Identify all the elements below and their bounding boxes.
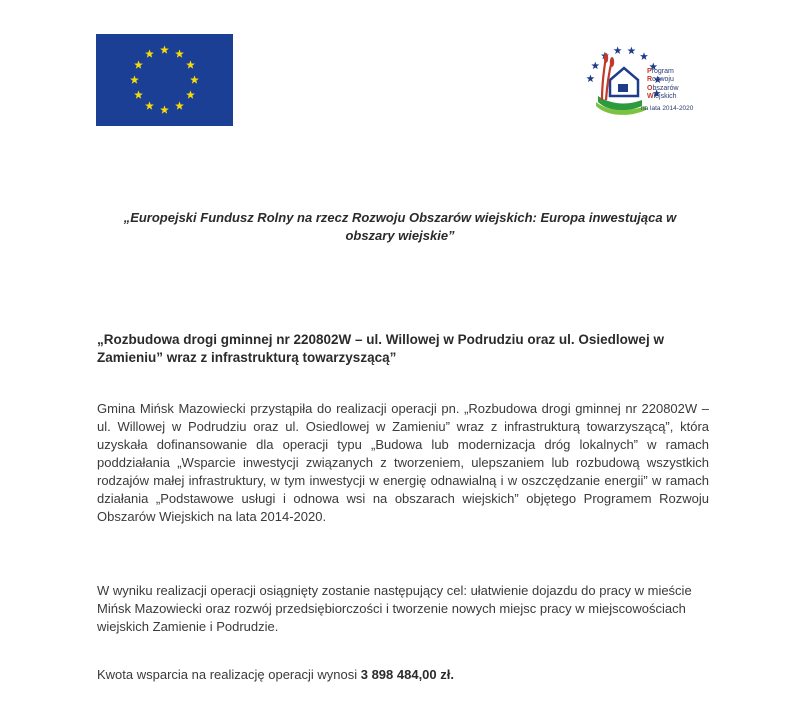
motto: „Europejski Fundusz Rolny na rzecz Rozwoju Obszarów wiejskich: Europa inwestująca w obszary wiejskie” (123, 210, 677, 243)
paragraph-amount (97, 666, 709, 684)
prow-star-icon (614, 46, 622, 54)
prow-star-icon (627, 47, 635, 55)
prow-star-icon (640, 52, 648, 60)
prow-star-icon (591, 62, 599, 70)
eu-flag-icon (96, 34, 233, 126)
prow-logo-text (647, 68, 679, 102)
prow-years: na lata 2014-2020 (641, 105, 694, 112)
operation-title: „Rozbudowa drogi gminnej nr 220802W – ul. Willowej w Podrudziu oraz ul. Osiedlowej w Zamieniu” wraz z infrastrukturą towarzyszącą” (97, 332, 664, 365)
paragraph-goal: W wyniku realizacji operacji osiągnięty zostanie następujący cel: ułatwienie dojazdu do pracy w mieście Mińsk Mazowiecki oraz rozwój przedsiębiorczości i tworzenie nowych miejsc pracy w miejscowościach wiejskich Zamienie i Podrudzie. (97, 583, 692, 634)
paragraph-description: Gmina Mińsk Mazowiecki przystąpiła do realizacji operacji pn. „Rozbudowa drogi gminnej nr 220802W – ul. Willowej w Podrudziu oraz ul. Osiedlowej w Zamieniu” wraz z infrastrukturą towarzyszącą”, która uzyskała dofinansowanie dla operacji typu „Budowa lub modernizacja dróg lokalnych” w ramach poddziałania „Wsparcie inwestycji związanych z tworzeniem, ulepszaniem lub rozbudową wszystkich rodzajów małej infrastruktury, w tym inwestycji w energię odnawialną i w oszczędzanie energii” w ramach działania „Podstawowe usługi i odnowa wsi na obszarach wiejskich” objętego Programem Rozwoju Obszarów Wiejskich na lata 2014-2020. (97, 401, 709, 524)
prow-line: Obszarów (647, 84, 679, 92)
amount-value: 3 898 484,00 zł. (360, 667, 454, 682)
prow-line: Wiejskich (647, 93, 677, 101)
prow-star-icon (586, 74, 594, 82)
prow-line: Program (647, 68, 674, 75)
prow-line: Rozwoju (647, 76, 674, 84)
amount-prefix: Kwota wsparcia na realizację operacji wynosi (97, 667, 361, 682)
